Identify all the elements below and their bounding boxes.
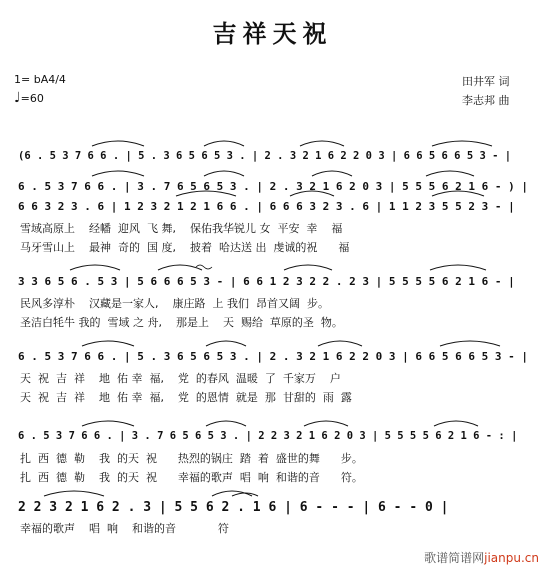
notation-line: 6 . 5 3 7 6 6 . | 3 . 7 6 5 6 5 3 . | 2 2 3 2 1 6 2 0 3 | 5 5 5 5 6 2 1 6 - : | (18, 430, 518, 442)
slur-arc (92, 171, 144, 176)
lyric-line: 雪域高原上 经幡 迎风 飞 舞, 保佑我华锐儿 女 平安 幸 福 (20, 222, 343, 235)
slur-arc (204, 141, 244, 146)
quarter-note-icon: ♩ (14, 90, 21, 106)
grace-mark (196, 265, 212, 269)
song-title: 吉祥天祝 (212, 19, 333, 48)
composer-credit: 李志邦 曲 (462, 94, 510, 107)
slur-arc (432, 141, 492, 146)
slur-arc (232, 493, 258, 496)
slur-arc (304, 421, 348, 426)
slur-arc (300, 141, 344, 146)
lyric-line: 圣洁白牦牛 我的 雪域 之 舟, 那是上 天 赐给 草原的圣 物。 (20, 316, 343, 329)
lyric-line: 马牙雪山上 最神 奇的 国 度, 披着 哈达送 出 虔诚的祝 福 (20, 241, 350, 254)
tempo-value: =60 (20, 92, 44, 105)
slur-arc (312, 171, 352, 176)
slur-arc (70, 265, 120, 270)
notation-line: (6 . 5 3 7 6 6 . | 5 . 3 6 5 6 5 3 . | 2 . 3 2 1 6 2 2 0 3 | 6 6 5 6 6 5 3 - | (18, 150, 512, 162)
notation-line: 3 3 6 5 6 . 5 3 | 5 6 6 6 5 3 - | 6 6 1 2 3 2 2 . 2 3 | 5 5 5 5 6 2 1 6 - | (18, 275, 515, 288)
lyricist-credit: 田井军 词 (462, 75, 510, 88)
lyric-line: 民风多淳朴 汉藏是一家人, 康庄路 上 我们 昂首又阔 步。 (20, 297, 329, 310)
slur-arc (82, 341, 134, 346)
lyric-line: 幸福的歌声 唱 响 和谐的音 符 (20, 522, 229, 535)
slur-arc (206, 421, 246, 426)
notation-line: 6 . 5 3 7 6 6 . | 5 . 3 6 5 6 5 3 . | 2 . 3 2 1 6 2 2 0 3 | 6 6 5 6 6 5 3 - | (18, 350, 528, 363)
tempo-marking (14, 90, 44, 106)
slur-arc (82, 421, 134, 426)
slur-arc (434, 421, 478, 426)
lyric-line: 天 祝 吉 祥 地 佑 幸 福, 党 的恩情 就是 那 甘甜的 雨 露 (20, 391, 352, 404)
slur-arc (430, 265, 486, 270)
lyric-line: 扎 西 德 勒 我 的天 祝 幸福的歌声 唱 响 和谐的音 符。 (20, 471, 363, 484)
slur-arc (206, 341, 246, 346)
slur-arc (318, 341, 362, 346)
slur-arc (44, 491, 104, 496)
slur-arc (92, 141, 144, 146)
notation-line: 2 2 3 2 1 6 2 . 3 | 5 5 6 2 . 1 6 | 6 - - - | 6 - - 0 | (18, 500, 449, 515)
slur-arc (426, 171, 474, 176)
lyric-line: 天 祝 吉 祥 地 佑 幸 福, 党 的春风 温暖 了 千家万 户 (20, 372, 341, 385)
key-signature: 1= bA4/4 (14, 73, 66, 86)
lyric-line: 扎 西 德 勒 我 的天 祝 热烈的锅庄 踏 着 盛世的舞 步。 (20, 452, 363, 465)
slur-arc (158, 265, 202, 270)
slur-arc (440, 341, 500, 346)
watermark (424, 549, 539, 566)
watermark-en: jianpu.cn (484, 551, 539, 565)
slur-arc (204, 171, 244, 176)
slur-arc (284, 265, 332, 270)
notation-line: 6 6 3 2 3 . 6 | 1 2 3 2 1 2 1 6 6 . | 6 6 6 3 2 3 . 6 | 1 1 2 3 5 5 2 3 - | (18, 200, 515, 213)
watermark-cn: 歌谱简谱网 (424, 551, 485, 565)
notation-line: 6 . 5 3 7 6 6 . | 3 . 7 6 5 6 5 3 . | 2 . 3 2 1 6 2 0 3 | 5 5 5 6 2 1 6 - ) | (18, 180, 528, 193)
slur-arc (212, 491, 252, 496)
